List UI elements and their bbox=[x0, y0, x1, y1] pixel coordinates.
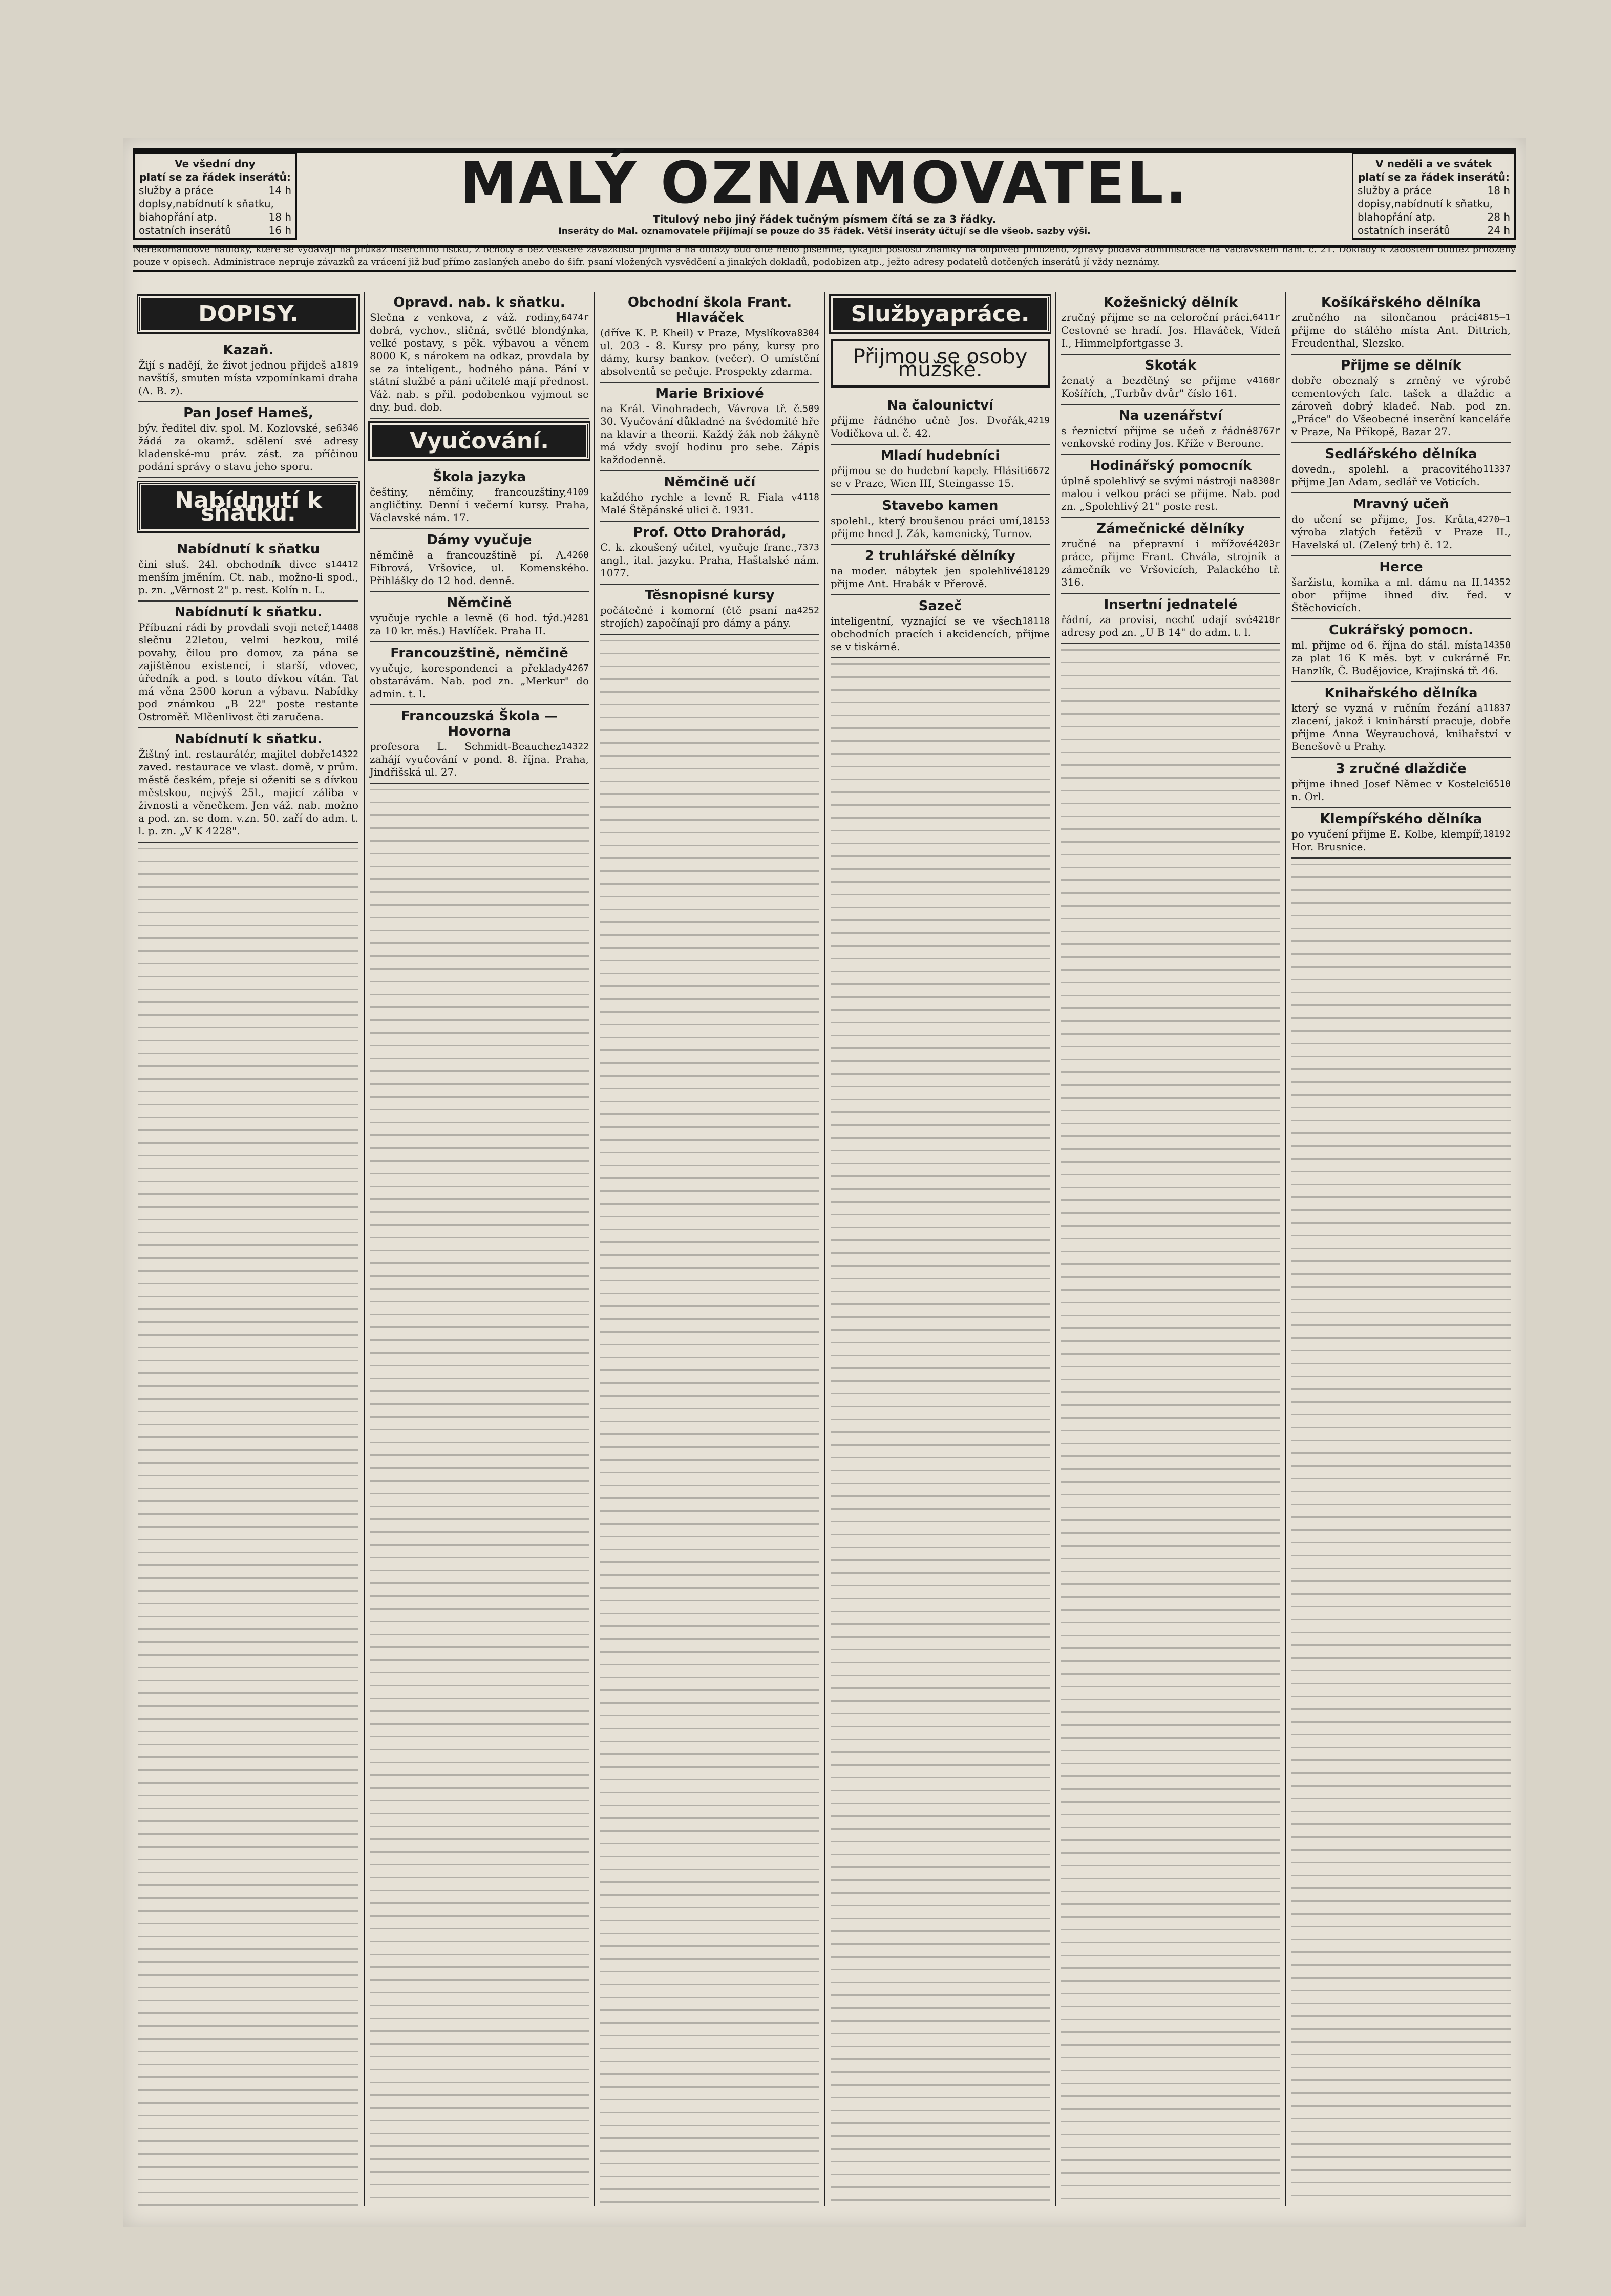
column-3 bbox=[594, 292, 824, 2206]
classified-ad: Na uzenářství 8767r s řeznictví přijme se učeň z řádné venkovské rodiny Jos. Kříže v Beroune. bbox=[1061, 405, 1280, 455]
classified-ad: Mladí hudebníci 6672 přijmou se do hudební kapely. Hlásiti se v Praze, Wien III, Steingasse 15. bbox=[831, 445, 1050, 495]
classified-ad: 2 truhlářské dělníky 18129 na moder. nábytek jen spolehlivé přijme Ant. Hrabák v Přerově. bbox=[831, 545, 1050, 595]
classified-ad: Kazaň. 1819 Žijí s nadějí, že život jednou přijdeš a navštíš, smuten místa vzpomínkami draha (A. B. z). bbox=[138, 339, 358, 402]
classified-ad: Marie Brixiové 509 na Král. Vinohradech, Vávrova tř. č. 30. Vyučování důkladné na švédomité hře na klavír a theorii. Každý žák nob žákyně má vždy svojí hodinu pro sebe. Zápis každodenně. bbox=[600, 383, 819, 471]
section-header-vyucovani: Vyučování. bbox=[370, 423, 589, 459]
subtitle: Titulový nebo jiný řádek tučným písmem čítá se za 3 řádky. bbox=[652, 213, 997, 225]
classified-ad: Těsnopisné kursy 4252 počátečné i komorní (čtě psaní na strojích) započínají pro dámy a pány. bbox=[600, 585, 819, 635]
classified-ad: Škola jazyka 4109 češtiny, němčiny, francouzštiny, angličtiny. Denní i večerní kursy. Praha, Václavské nám. 17. bbox=[370, 466, 589, 529]
newspaper-page bbox=[123, 138, 1526, 2227]
page-title: MALÝ OZNAMOVATEL. bbox=[459, 150, 1190, 217]
illegible-text-block bbox=[138, 848, 358, 2206]
rates-heading: Ve všední dny bbox=[175, 158, 256, 170]
classified-ad: Insertní jednatelé 4218r řádní, za provisi, nechť udají své adresy pod zn. „U B 14" do adm. t. l. bbox=[1061, 594, 1280, 644]
classified-ad: Přijme se dělník dobře obeznalý s zrněný ve výrobě cementových falc. tašek a dlaždic a zároveň dobrý kladeč. Nab. pod zn. „Práce" do Všeobecné inserční kanceláře v Praze, Na Příkopě, Bazar 27. bbox=[1291, 355, 1511, 443]
admin-notice: Nerekomandové nabídky, které se vydávají na průkaz inserčního lístku, z ochoty a bez veškeré zavazkosti přijímá a na dotazy buď dítě nebo písemně, týkající pošlosti známky na odpověď přiloženo, zprávy podává administrace na Václavském nám. č. 21. Doklady k žádostem budtež přiloženy pouze v opisech. Administrace nepruje závazků za vrácení již buď přímo zaslaných anebo do šifr. psaní vložených vysvědčení a jinakých dokladů, podobizen atp., ježto adresy podatelů dotčených inserátů jí vždy neznámy. bbox=[133, 244, 1516, 272]
classified-ad: Hodinářský pomocník 8308r úplně spolehlivý se svými nástroji na malou i velkou práci se přijme. Nab. pod zn. „Spolehlivý 21" poste rest. bbox=[1061, 455, 1280, 518]
column-6 bbox=[1285, 292, 1516, 2206]
illegible-text-block bbox=[370, 789, 589, 2206]
masthead bbox=[133, 148, 1516, 248]
classified-ad: Mravný učeň 4270—1 do učení se přijme, Jos. Krůta, výroba zlatých řetězů v Praze II., Havelská ul. (Zelený trh) č. 12. bbox=[1291, 493, 1511, 556]
rates-box-sunday bbox=[1352, 153, 1516, 240]
illegible-text-block bbox=[600, 640, 819, 2206]
rate-row: dopisy,nabídnutí k sňatku, bbox=[1358, 198, 1493, 210]
classified-ad: Na čalounictví 4219 přijme řádného učně Jos. Dvořák, Vodičkova ul. č. 42. bbox=[831, 395, 1050, 445]
illegible-text-block bbox=[831, 663, 1050, 2206]
classified-ad: Nabídnutí k sňatku 14412 čini sluš. 24l. obchodník divce s menším jměním. Ct. nab., možno-li spod., p. zn. „Věrnost 2" p. rest. Kolín n. L. bbox=[138, 539, 358, 602]
rates-subheading: platí se za řádek inserátů: bbox=[139, 171, 291, 183]
classified-ad: Košíkářského dělníka 4815—1 zručného na silončanou práci přijme do stálého místa Ant. Dittrich, Freudenthal, Slezsko. bbox=[1291, 292, 1511, 355]
rates-subheading: platí se za řádek inserátů: bbox=[1358, 171, 1510, 183]
classified-ad: Prof. Otto Drahorád, 7373 C. k. zkoušený učitel, vyučuje franc., angl., ital. jazyku. Praha, Haštalské nám. 1077. bbox=[600, 522, 819, 585]
column-1 bbox=[133, 292, 364, 2206]
column-4 bbox=[824, 292, 1055, 2206]
classified-ad: Herce 14352 šaržistu, komika a ml. dámu na II. obor přijme ihned div. řed. v Štěchovicích. bbox=[1291, 556, 1511, 619]
classified-ad: Francouzštině, němčině 4267 vyučuje, korespondenci a překlady obstarávám. Nab. pod zn. „Merkur" do admin. t. l. bbox=[370, 642, 589, 705]
rate-row: blahopřání atp. 28 h bbox=[1358, 211, 1510, 223]
classified-ad: Němčině učí 4118 každého rychle a levně R. Fiala v Malé Štěpánské ulici č. 1931. bbox=[600, 471, 819, 522]
section-header-marriage: Nabídnutí k sňatku. bbox=[138, 482, 358, 531]
classified-ad: Pan Josef Hameš, 6346 býv. ředitel div. spol. M. Kozlovské, se žádá za okamž. sdělení své adresy kladenské-mu práv. zást. za příčinou podání správy o stavu jeho sporu. bbox=[138, 402, 358, 478]
rate-row: doplsy,nabídnutí k sňatku, bbox=[139, 198, 274, 210]
classified-ad: Knihařského dělníka 11837 který se vyzná v ručním řezání a zlacení, jakož i kninhárstí pracuje, dobře přijme Anna Weyrauchová, knihařství v Benešově u Prahy. bbox=[1291, 682, 1511, 758]
classified-ad: Kožešnický dělník 6411r zručný přijme se na celoroční práci. Cestovné se hradí. Jos. Hlaváček, Vídeň I., Himmelpfortgasse 3. bbox=[1061, 292, 1280, 355]
classified-ad: Dámy vyučuje 4260 němčině a francouzštině pí. A. Fibrová, Vršovice, ul. Komenského. Přihlášky do 12 hod. denně. bbox=[370, 529, 589, 592]
column-2 bbox=[364, 292, 594, 2206]
section-header-sluzby: Službyapráce. bbox=[831, 296, 1050, 332]
classified-ad: Obchodní škola Frant. Hlaváček 8304 (dříve K. P. Kheil) v Praze, Myslíkova ul. 203 - 8. Kursy pro pány, kursy pro dámy, kursy bankov. (večer). O umístění absolventů se pečuje. Prospekty zdarma. bbox=[600, 292, 819, 383]
rate-row: služby a práce 14 h bbox=[139, 184, 291, 197]
rates-heading: V neděli a ve svátek bbox=[1375, 158, 1492, 170]
rate-row: ostatních inserátů 24 h bbox=[1358, 224, 1510, 237]
classified-ad: 3 zručné dlaždiče 6510 přijme ihned Josef Němec v Kostelci n. Orl. bbox=[1291, 758, 1511, 808]
rate-row: služby a práce 18 h bbox=[1358, 184, 1510, 197]
rate-row: biahopřání atp. 18 h bbox=[139, 211, 291, 223]
illegible-text-block bbox=[1291, 864, 1511, 2206]
column-5 bbox=[1055, 292, 1285, 2206]
illegible-text-block bbox=[1061, 649, 1280, 2206]
classified-ad: Nabídnutí k sňatku. 14408 Příbuzní rádi by provdali svoji neteř, slečnu 22letou, velmi hezkou, milé povahy, čilou pro domov, za pána se zajištěnou existencí, i starší, vdovec, úředník a pod. s touto dívkou vítán. Tat má věna 2500 korun a výbavu. Nabídky pod známkou „B 22" poste restante Ostroměř. Mlčenlivost čti zaručena. bbox=[138, 602, 358, 728]
subtitle-note: Inseráty do Mal. oznamovatele přijímají se pouze do 35 řádek. Větší inseráty účtují se dle všeob. sazby výši. bbox=[558, 226, 1091, 237]
classified-ad: Cukrářský pomocn. 14350 ml. přijme od 6. října do stál. místa za plat 16 K měs. byt v cukrárně Fr. Hanzlík, Č. Budějovice, Krajinská tř. 46. bbox=[1291, 619, 1511, 682]
classified-ad: Zámečnické dělníky 4203r zručné na přepravní i mřížové práce, přijme Frant. Chvála, strojník a zámečník ve Vršovicích, Palackého tř. 316. bbox=[1061, 518, 1280, 594]
classified-ad: Skoták 4160r ženatý a bezdětný se přijme v Košířích, „Turbův dvůr" číslo 161. bbox=[1061, 355, 1280, 405]
classified-ad: Francouzská Škola — Hovorna 14322 profesora L. Schmidt-Beauchez zahájí vyučování v pond. 8. října. Praha, Jindřišská ul. 27. bbox=[370, 705, 589, 784]
classified-ad: Sedlářského dělníka 11337 dovedn., spolehl. a pracovitého přijme Jan Adam, sedlář ve Voticích. bbox=[1291, 443, 1511, 493]
classified-ad: Stavebo kamen 18153 spolehl., který broušenou práci umí, přijme hned J. Zák, kamenický, Turnov. bbox=[831, 495, 1050, 545]
classified-ad: Klempířského dělníka 18192 po vyučení přijme E. Kolbe, klempíř, Hor. Brusnice. bbox=[1291, 808, 1511, 859]
rate-row: ostatních inserátů 16 h bbox=[139, 224, 291, 237]
section-subheader-men: Přijmou se osoby mužské. bbox=[831, 339, 1050, 388]
classified-ad: Opravd. nab. k sňatku. 6474r Slečna z venkova, z váž. rodiny, dobrá, vychov., sličná, světlé blondýnka, velké postavy, s pěk. výbavou a věnem 8000 K, s nárokem na odkaz, provdala by se za inteligent., hodného pána. Pání v státní službě a páni učitelé mají přednost. Váž. nab. s přil. podobenkou vyjmout se dny. bud. dob. bbox=[370, 292, 589, 419]
classified-ad: Nabídnutí k sňatku. 14322 Žištný int. restaurátér, majitel dobře zaved. restaurace ve vlast. domě, v prům. městě českém, přeje si oženiti se s dívkou městskou, nejvýš 25l., majicí záliba v živnosti a věnečkem. Jen váž. nab. možno a pod. zn. se dom. v.zn. 50. zaří do adm. t. l. p. zn. „V K 4228". bbox=[138, 728, 358, 843]
classified-ad: Němčině 4281 vyučuje rychle a levně (6 hod. týd.) za 10 kr. měs.) Havlíček. Praha II. bbox=[370, 592, 589, 642]
section-header-dopisy: DOPISY. bbox=[138, 296, 358, 332]
classified-ad: Sazeč 18118 inteligentní, vyznající se ve všech obchodních pracích i akcidencích, přijme se v tiskárně. bbox=[831, 595, 1050, 658]
rates-box-weekday bbox=[133, 153, 297, 240]
